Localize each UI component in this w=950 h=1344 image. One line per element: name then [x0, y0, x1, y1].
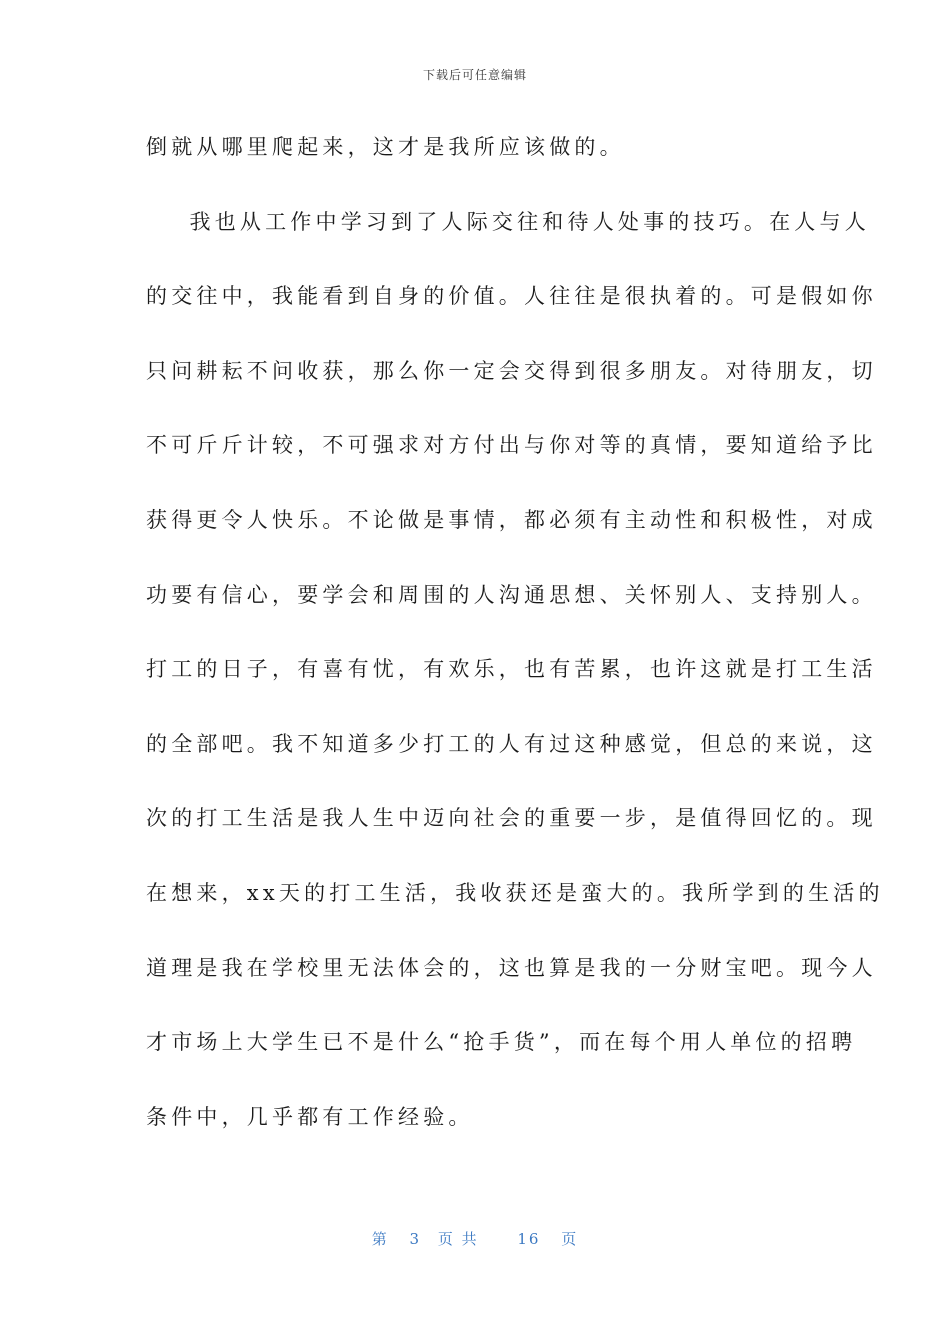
footer-suffix: 页	[561, 1230, 579, 1248]
footer-prefix: 第	[371, 1230, 389, 1248]
text-line: 的交往中，我能看到自身的价值。人往往是很执着的。可是假如你	[146, 284, 877, 309]
text-line: 条件中，几乎都有工作经验。	[146, 1104, 474, 1129]
footer-mid: 页 共	[437, 1230, 479, 1248]
header-note: 下载后可任意编辑	[422, 68, 527, 82]
document-body	[146, 127, 884, 1171]
text-line: 获得更令人快乐。不论做是事情，都必须有主动性和积极性，对成	[146, 507, 877, 532]
text-line: 功要有信心，要学会和周围的人沟通思想、关怀别人、支持别人。	[146, 582, 877, 607]
text-line: 我也从工作中学习到了人际交往和待人处事的技巧。在人与人	[146, 209, 870, 234]
text-line: 才市场上大学生已不是什么“抢手货”，而在每个用人单位的招聘	[146, 1030, 857, 1055]
text-line: 次的打工生活是我人生中迈向社会的重要一步，是值得回忆的。现	[146, 806, 877, 831]
text-line: 道理是我在学校里无法体会的，这也算是我的一分财宝吧。现今人	[146, 955, 877, 980]
total-page-count: 16	[517, 1230, 541, 1248]
text-line: 在想来，xx天的打工生活，我收获还是蛮大的。我所学到的生活的	[146, 880, 884, 905]
text-line: 的全部吧。我不知道多少打工的人有过这种感觉，但总的来说，这	[146, 731, 877, 756]
text-line: 只问耕耘不问收获，那么你一定会交得到很多朋友。对待朋友，切	[146, 358, 877, 383]
current-page-number: 3	[409, 1230, 422, 1248]
text-line: 倒就从哪里爬起来，这才是我所应该做的。	[146, 135, 625, 159]
text-line: 打工的日子，有喜有忧，有欢乐，也有苦累，也许这就是打工生活	[146, 657, 877, 682]
text-line: 不可斤斤计较，不可强求对方付出与你对等的真情，要知道给予比	[146, 433, 877, 458]
page-footer	[0, 1228, 950, 1249]
